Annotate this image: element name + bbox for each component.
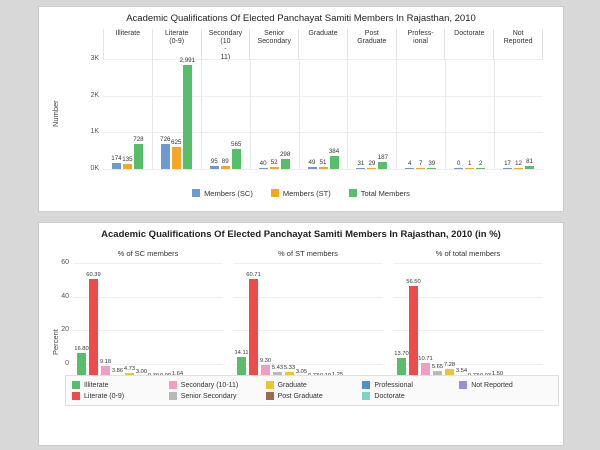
chart2-legend-item-4[interactable] bbox=[459, 381, 552, 389]
chart1-group-1 bbox=[152, 56, 201, 169]
chart1-legend-item-0[interactable] bbox=[192, 189, 253, 198]
chart2-bar-label: 7.28 bbox=[443, 361, 456, 368]
chart2-bar-label: 60.39 bbox=[86, 272, 101, 279]
chart1-bar-label: 7 bbox=[419, 159, 423, 167]
chart1-bar[interactable] bbox=[514, 159, 523, 169]
chart1-bar[interactable] bbox=[503, 159, 512, 169]
chart1-bar-label: 40 bbox=[259, 159, 267, 167]
chart1-bar[interactable] bbox=[210, 157, 219, 169]
chart1-bar[interactable] bbox=[367, 159, 376, 169]
chart1-category-8: Not Reported bbox=[493, 29, 543, 59]
chart1-bar-groups bbox=[103, 56, 543, 169]
chart1-bar[interactable] bbox=[465, 159, 474, 169]
chart-panel-percent bbox=[38, 222, 564, 446]
legend-swatch-icon bbox=[169, 392, 177, 400]
chart2-title: Academic Qualifications Of Elected Panchayat Samiti Members In Rajasthan, 2010 (in %) bbox=[101, 229, 501, 240]
chart2-legend-item-2[interactable] bbox=[266, 381, 359, 389]
chart2-legend-item-7[interactable] bbox=[266, 392, 359, 400]
chart2-bar-label: 3.00 bbox=[135, 368, 148, 375]
chart2-bar[interactable] bbox=[406, 278, 421, 381]
chart1-y-tick: 1K bbox=[90, 128, 99, 136]
legend-swatch-icon bbox=[72, 381, 80, 389]
chart1-bar[interactable] bbox=[279, 150, 291, 169]
chart1-category-1: Literate (0-9) bbox=[152, 29, 201, 59]
legend-swatch-icon bbox=[266, 392, 274, 400]
chart2-bar[interactable] bbox=[246, 271, 261, 381]
chart1-bar-label: 89 bbox=[221, 157, 229, 165]
chart1-category-3: Senior Secondary bbox=[249, 29, 298, 59]
chart2-legend-item-1[interactable] bbox=[169, 381, 262, 389]
chart2-y-tick: 20 bbox=[61, 326, 69, 334]
chart1-bar[interactable] bbox=[179, 56, 196, 169]
chart2-bar-label: 16.80 bbox=[74, 345, 89, 352]
chart2-bar-label: 60.71 bbox=[246, 271, 261, 278]
chart2-y-tick: 0 bbox=[65, 360, 69, 368]
chart1-bar-label: 726 bbox=[160, 135, 171, 143]
chart2-legend-label: Senior Secondary bbox=[180, 392, 237, 400]
chart1-category-2: Secondary (10 - 11) bbox=[201, 29, 250, 59]
chart1-category-7: Doctorate bbox=[444, 29, 493, 59]
chart1-legend-item-1[interactable] bbox=[271, 189, 331, 198]
legend-swatch-icon bbox=[271, 189, 279, 197]
chart1-y-axis-label: Number bbox=[51, 100, 60, 127]
chart2-legend-item-6[interactable] bbox=[169, 392, 262, 400]
chart1-legend-item-2[interactable] bbox=[349, 189, 410, 198]
chart2-legend-item-0[interactable] bbox=[72, 381, 165, 389]
chart1-bar[interactable] bbox=[133, 135, 144, 169]
chart1-bar[interactable] bbox=[111, 154, 122, 169]
chart2-bar-label: 10.71 bbox=[418, 355, 433, 362]
chart1-category-0: Illiterate bbox=[103, 29, 152, 59]
chart2-legend-label: Doctorate bbox=[374, 392, 405, 400]
chart1-bar-label: 17 bbox=[504, 159, 512, 167]
chart1-bar-label: 52 bbox=[270, 159, 278, 167]
chart2-plot-1 bbox=[233, 263, 383, 382]
chart1-bar-label: 2 bbox=[478, 159, 483, 167]
chart1-group-5 bbox=[347, 59, 396, 169]
chart2-y-tick: 40 bbox=[61, 292, 69, 300]
chart1-bar[interactable] bbox=[525, 158, 534, 169]
chart1-legend-label: Members (ST) bbox=[282, 189, 331, 198]
legend-swatch-icon bbox=[266, 381, 274, 389]
chart1-y-tick: 2K bbox=[90, 91, 99, 99]
chart1-legend-label: Total Members bbox=[360, 189, 410, 198]
chart2-subtitle-1: % of ST members bbox=[278, 249, 338, 258]
legend-swatch-icon bbox=[362, 381, 370, 389]
chart1-y-tick: 3K bbox=[90, 55, 99, 62]
chart1-bar[interactable] bbox=[171, 139, 182, 169]
chart1-bar-label: 0 bbox=[456, 159, 461, 167]
legend-swatch-icon bbox=[349, 189, 357, 197]
chart2-y-tick: 60 bbox=[61, 259, 69, 266]
legend-swatch-icon bbox=[459, 381, 467, 389]
legend-swatch-icon bbox=[362, 392, 370, 400]
chart1-bar[interactable] bbox=[454, 159, 463, 169]
chart1-category-6: Profess- ional bbox=[396, 29, 445, 59]
chart2-bar-label: 3.54 bbox=[455, 368, 468, 375]
chart2-bar-label: 3.86 bbox=[111, 367, 124, 374]
chart1-bar-label: 49 bbox=[308, 159, 316, 167]
chart1-bar-label: 384 bbox=[328, 147, 340, 155]
chart1-bar[interactable] bbox=[122, 156, 133, 169]
chart1-bar-label: 174 bbox=[111, 154, 122, 162]
chart1-bar[interactable] bbox=[221, 157, 230, 169]
chart1-category-4: Graduate bbox=[298, 29, 347, 59]
chart1-bar[interactable] bbox=[308, 159, 317, 169]
chart1-bar[interactable] bbox=[270, 159, 279, 169]
chart2-legend-label: Post Graduate bbox=[277, 392, 323, 400]
chart1-bar[interactable] bbox=[416, 159, 425, 169]
chart1-bar-label: 4 bbox=[408, 159, 412, 167]
chart2-y-axis-label: Percent bbox=[51, 329, 60, 355]
chart2-legend-item-8[interactable] bbox=[362, 392, 455, 400]
chart1-bar[interactable] bbox=[231, 141, 242, 169]
chart2-bar-label: 14.11 bbox=[234, 350, 249, 357]
chart1-bar[interactable] bbox=[328, 147, 340, 169]
chart2-legend-label: Graduate bbox=[277, 381, 307, 389]
chart1-bar-label: 95 bbox=[210, 157, 218, 165]
chart1-bar-label: 31 bbox=[357, 159, 365, 167]
chart2-bars-1 bbox=[233, 263, 387, 381]
chart1-bar[interactable] bbox=[377, 154, 389, 169]
chart1-bar-label: 135 bbox=[122, 156, 133, 164]
chart2-legend-label: Illiterate bbox=[84, 381, 109, 389]
chart2-subtitle-0: % of SC members bbox=[117, 249, 179, 258]
chart1-group-7 bbox=[445, 59, 494, 169]
chart1-legend bbox=[39, 189, 563, 198]
chart2-legend-item-3[interactable] bbox=[362, 381, 455, 389]
chart2-bar-label: 13.70 bbox=[394, 350, 409, 357]
chart1-bar-label: 565 bbox=[231, 141, 242, 149]
legend-swatch-icon bbox=[72, 392, 80, 400]
chart1-bar-label: 81 bbox=[526, 158, 534, 166]
chart2-legend-label: Secondary (10-11) bbox=[180, 381, 239, 389]
chart1-legend-label: Members (SC) bbox=[204, 189, 253, 198]
chart2-legend-item-5[interactable] bbox=[72, 392, 165, 400]
chart1-group-8 bbox=[494, 59, 543, 169]
chart2-bar-label: 5.33 bbox=[283, 365, 296, 372]
chart1-bar[interactable] bbox=[160, 135, 171, 169]
chart2-legend bbox=[65, 375, 559, 406]
chart1-group-4 bbox=[299, 59, 348, 169]
chart1-bar-label: 12 bbox=[515, 159, 523, 167]
chart2-bar[interactable] bbox=[86, 272, 101, 381]
chart2-bar-label: 9.30 bbox=[259, 358, 272, 365]
chart2-subtitle-2: % of total members bbox=[435, 249, 501, 258]
chart2-legend-label: Not Reported bbox=[471, 381, 513, 389]
chart2-bar-label: 4.73 bbox=[123, 366, 136, 373]
chart1-bar[interactable] bbox=[427, 159, 436, 169]
chart1-group-6 bbox=[396, 59, 445, 169]
chart1-bar[interactable] bbox=[405, 159, 414, 169]
chart1-bar-label: 625 bbox=[171, 139, 182, 147]
chart1-group-2 bbox=[201, 59, 250, 169]
chart1-bar[interactable] bbox=[356, 159, 365, 169]
chart2-plot-0 bbox=[73, 263, 223, 382]
chart2-bars-0 bbox=[73, 263, 227, 381]
chart1-bar-label: 39 bbox=[428, 159, 436, 167]
chart1-y-tick: 0K bbox=[90, 165, 99, 172]
chart2-bar-label: 5.65 bbox=[431, 364, 444, 371]
chart1-group-0 bbox=[103, 59, 152, 169]
chart1-title: Academic Qualifications Of Elected Panchayat Samiti Members In Rajasthan, 2010 bbox=[126, 13, 476, 24]
chart2-bar-label: 56.50 bbox=[406, 278, 421, 285]
chart2-body bbox=[39, 245, 563, 445]
legend-swatch-icon bbox=[169, 381, 177, 389]
chart2-bars-2 bbox=[393, 263, 547, 381]
chart2-legend-label: Professional bbox=[374, 381, 413, 389]
chart2-bar-label: 9.18 bbox=[99, 358, 112, 365]
chart1-bar-label: 2,991 bbox=[179, 56, 196, 64]
chart1-bar-label: 187 bbox=[377, 154, 389, 162]
chart-panel-number bbox=[38, 6, 564, 212]
chart2-bar-label: 3.05 bbox=[295, 368, 308, 375]
chart1-bar-label: 298 bbox=[279, 150, 291, 158]
chart2-bar-label: 5.43 bbox=[271, 364, 284, 371]
chart1-bar-label: 1 bbox=[467, 159, 472, 167]
chart1-bar[interactable] bbox=[476, 159, 485, 169]
legend-swatch-icon bbox=[192, 189, 200, 197]
chart1-body bbox=[39, 27, 563, 187]
chart2-plot-2 bbox=[393, 263, 543, 382]
chart2-legend-label: Literate (0-9) bbox=[84, 392, 125, 400]
chart1-gridline bbox=[103, 169, 543, 170]
chart1-bar[interactable] bbox=[319, 159, 328, 169]
chart1-bar-label: 51 bbox=[319, 159, 327, 167]
chart1-bar-label: 29 bbox=[368, 159, 376, 167]
chart1-category-5: Post Graduate bbox=[347, 29, 396, 59]
chart1-bar[interactable] bbox=[259, 159, 268, 169]
chart1-bar-label: 728 bbox=[133, 135, 144, 143]
chart1-group-3 bbox=[250, 59, 299, 169]
